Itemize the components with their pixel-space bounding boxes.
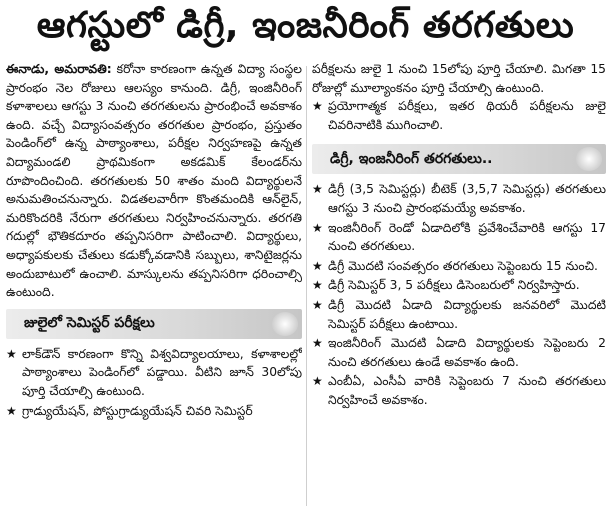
star-bullet-icon: ★ [312, 278, 323, 293]
list-item: ★ డిగ్రీ మొదటి సంవత్సరం తరగతులు సెప్టెంబరు 15 నుంచి. [312, 257, 606, 276]
star-bullet-icon: ★ [6, 346, 17, 361]
intro-paragraph [6, 60, 302, 302]
right-bullet-list [312, 180, 606, 409]
subheading-degree-engineering-classes: డిగ్రీ, ఇంజనీరింగ్ తరగతులు.. [312, 144, 606, 174]
list-item: ★ డిగ్రీ మొదటి ఏడాది విద్యార్థులకు జనవరిలో మొదటి సెమిస్టర్ పరీక్షలు ఉంటాయి. [312, 297, 606, 331]
list-item: ★ ఇంజినీరింగ్ మొదటి ఏడాది విద్యార్థులకు సెప్టెంబరు 2 నుంచి తరగతులు ఉండే అవకాశం ఉంది. [312, 336, 606, 369]
list-item: ★ ప్రయోగాత్మక పరీక్షలు, ఇతర థియరీ పరీక్షలను జులై చివరినాటికి ముగించాలి. [312, 99, 606, 132]
star-bullet-icon: ★ [312, 258, 323, 273]
list-item: ★ డిగ్రీ సెమిస్టర్ 3, 5 పరీక్షలు డిసెంబరులో నిర్వహిస్తారు. [312, 276, 606, 295]
list-item: ★ లాక్‌డౌన్ కారణంగా కొన్ని విశ్వవిద్యాలయాలు, కళాశాలల్లో పాఠ్యాంశాలు పెండింగ్‌లో పడ్డాయి. వీటిని జూన్ 30లోపు పూర్తి చేయాల్సి ఉంటుంది. [6, 346, 302, 398]
list-item: ★ ఇంజినీరింగ్ రెండో ఏడాదిలోకి ప్రవేశించేవారికి ఆగస్టు 17 నుంచి తరగతులు. [312, 220, 606, 254]
star-bullet-icon: ★ [6, 403, 17, 418]
list-item: ★ డిగ్రీ (3,5 సెమిస్టర్లు) బీటెక్ (3,5,7 సెమిస్టర్లు) తరగతులు ఆగస్టు 3 నుంచి ప్రారంభమయ్యే అవకాశం. [312, 182, 606, 215]
right-column [312, 60, 606, 512]
left-bullet-list [6, 345, 302, 420]
star-bullet-icon: ★ [312, 297, 323, 312]
list-item: ★ గ్రాడ్యుయేషన్, పోస్టుగ్రాడ్యుయేషన్ చివరి సెమిస్టర్ [6, 402, 302, 421]
subheading-july-exams: జులైలో సెమిస్టర్ పరీక్షలు [6, 309, 302, 339]
star-bullet-icon: ★ [312, 374, 323, 389]
byline: ఈనాడు, అమరావతి: [6, 62, 112, 76]
left-column [6, 60, 302, 512]
column-divider [306, 66, 307, 506]
star-bullet-icon: ★ [312, 182, 323, 197]
star-bullet-icon: ★ [312, 220, 323, 235]
intro-text: కరోనా కారణంగా ఉన్నత విద్యా సంస్థల ప్రారంభం నెల రోజులు ఆలస్యం కానుంది. డిగ్రీ, ఇంజినీరింగ్ కళాశాలలు ఆగస్టు 3 నుంచి తరగతులను ప్రారంభించే అవకాశం ఉంది. వచ్చే విద్యాసంవత్సరం తరగతుల ప్రారంభం, ప్రస్తుతం పెండింగ్‌లో ఉన్న పాఠ్యాంశాలు, పరీక్షల నిర్వహణపై ఉన్నత విద్యామండలి ప్రాథమికంగా అకడమిక్ కేలండర్‌ను రూపొందించింది. తరగతులకు 50 శాతం మంది విద్యార్థులనే అనుమతించనున్నారు. విడతలవారీగా కొంతమందికి ఆన్‌లైన్, మరికొందరికి నేరుగా తరగతులు నిర్వహించనున్నారు. తరగతి గదుల్లో భౌతికదూరం తప్పనిసరిగా పాటించాలి. విద్యార్థులు, అధ్యాపకులకు చేతులు కడుక్కోవడానికి సబ్బులు, శానిటైజర్లను అందుబాటులో ఉంచాలి. మాస్కులను తప్పనిసరిగా ధరించాల్సి ఉంటుంది. [6, 62, 302, 300]
right-top-bullet-list [312, 97, 606, 134]
list-item: ★ ఎంబీఏ, ఎంసీఏ వారికి సెప్టెంబరు 7 నుంచి తరగతులు నిర్వహించే అవకాశం. [312, 374, 606, 407]
continuation-paragraph: పరీక్షలను జులై 1 నుంచి 15లోపు పూర్తి చేయాలి. మిగతా 15 రోజుల్లో మూల్యాంకనం పూర్తి చేయాల్సి ఉంటుంది. [312, 62, 606, 95]
star-bullet-icon: ★ [312, 336, 323, 351]
star-bullet-icon: ★ [312, 99, 323, 114]
headline: ఆగస్టులో డిగ్రీ, ఇంజనీరింగ్ తరగతులు [36, 5, 575, 46]
